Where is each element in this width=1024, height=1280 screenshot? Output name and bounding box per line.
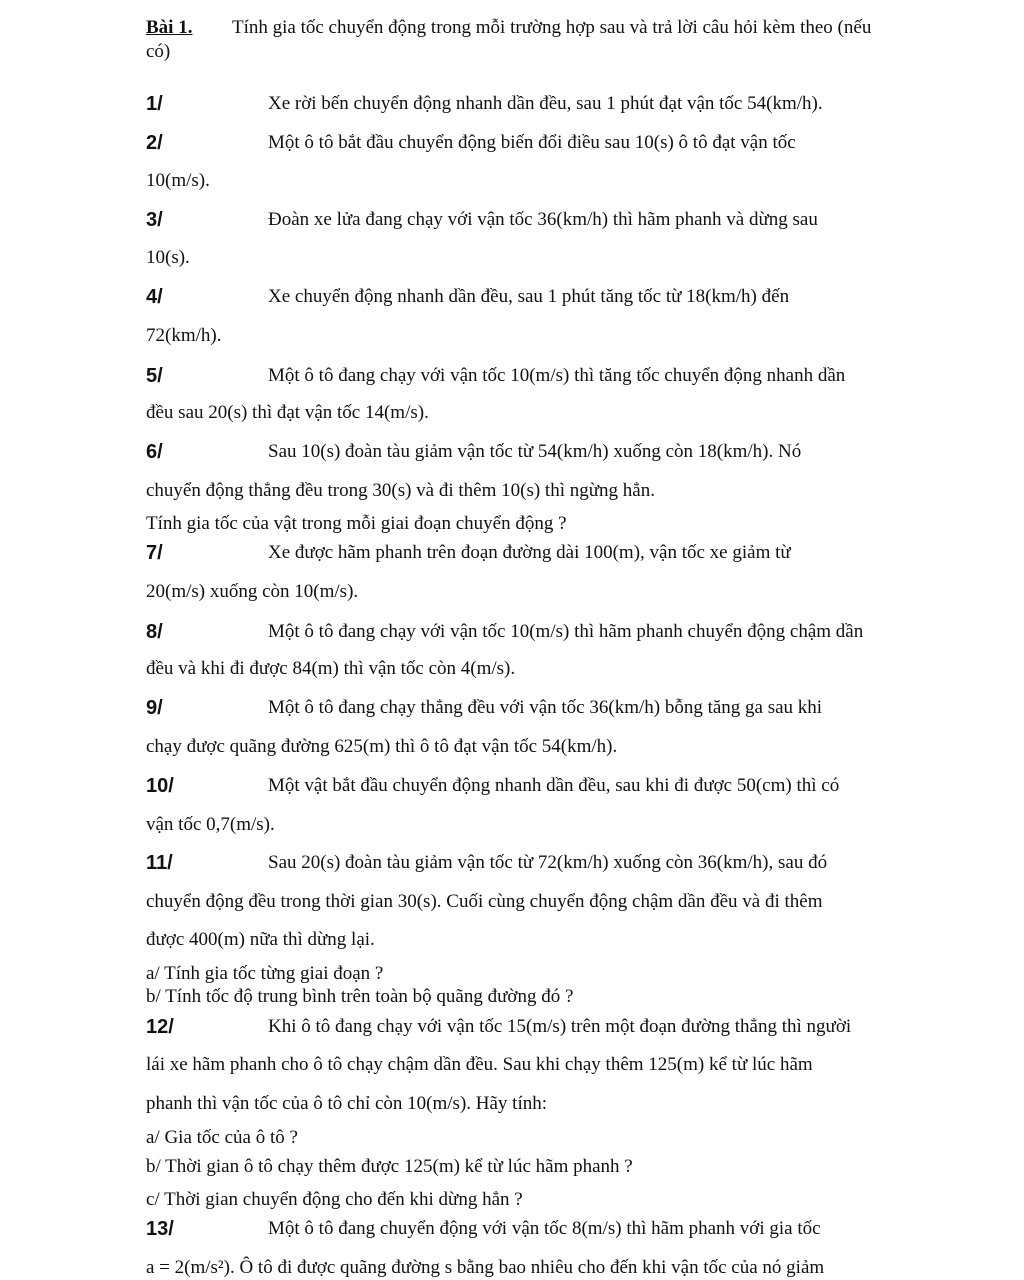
sub-question: c/ Thời gian chuyển động cho đến khi dừng hẳn ?	[146, 1189, 523, 1210]
problem-line: Một ô tô đang chuyển động với vận tốc 8(m/s) thì hãm phanh với gia tốc	[268, 1218, 821, 1239]
problem-line: Khi ô tô đang chạy với vận tốc 15(m/s) trên một đoạn đường thẳng thì người	[268, 1016, 852, 1037]
sub-question: b/ Tính tốc độ trung bình trên toàn bộ quãng đường đó ?	[146, 986, 574, 1007]
problem-line: đều và khi đi được 84(m) thì vận tốc còn 4(m/s).	[146, 658, 516, 679]
problem-line: Xe được hãm phanh trên đoạn đường dài 100(m), vận tốc xe giảm từ	[268, 542, 791, 563]
problem-number: 1/	[146, 93, 163, 115]
problem-number: 10/	[146, 775, 174, 797]
problem-line: Một ô tô bắt đầu chuyển động biến đổi điều sau 10(s) ô tô đạt vận tốc	[268, 132, 796, 153]
problem-number: 8/	[146, 621, 163, 643]
problem-number: 4/	[146, 286, 163, 308]
sub-question: a/ Tính gia tốc từng giai đoạn ?	[146, 963, 384, 984]
problem-line: chuyển động thẳng đều trong 30(s) và đi thêm 10(s) thì ngừng hẳn.	[146, 480, 655, 501]
problem-line: chuyển động đều trong thời gian 30(s). Cuối cùng chuyển động chậm dần đều và đi thêm	[146, 891, 823, 912]
problem-line: 10(m/s).	[146, 170, 210, 191]
problem-number: 5/	[146, 365, 163, 387]
problem-line: a = 2(m/s²). Ô tô đi được quãng đường s bằng bao nhiêu cho đến khi vận tốc của nó giảm	[146, 1257, 825, 1278]
problem-line: chạy được quãng đường 625(m) thì ô tô đạt vận tốc 54(km/h).	[146, 736, 618, 757]
intro-line-1: Tính gia tốc chuyển động trong mỗi trường hợp sau và trả lời câu hỏi kèm theo (nếu	[232, 17, 872, 38]
problem-number: 6/	[146, 441, 163, 463]
sub-question: a/ Gia tốc của ô tô ?	[146, 1127, 298, 1148]
problem-line: đều sau 20(s) thì đạt vận tốc 14(m/s).	[146, 402, 429, 423]
problem-line: 72(km/h).	[146, 325, 222, 346]
problem-line: Một ô tô đang chạy với vận tốc 10(m/s) thì hãm phanh chuyển động chậm dần	[268, 621, 864, 642]
problem-line: 10(s).	[146, 247, 190, 268]
problem-line: Tính gia tốc của vật trong mỗi giai đoạn chuyển động ?	[146, 513, 567, 534]
problem-line: Một ô tô đang chạy với vận tốc 10(m/s) thì tăng tốc chuyển động nhanh dần	[268, 365, 846, 386]
problem-line: lái xe hãm phanh cho ô tô chạy chậm dần đều. Sau khi chạy thêm 125(m) kể từ lúc hãm	[146, 1054, 813, 1075]
problem-line: Sau 10(s) đoàn tàu giảm vận tốc từ 54(km/h) xuống còn 18(km/h). Nó	[268, 441, 802, 462]
problem-line: Xe rời bến chuyển động nhanh dần đều, sau 1 phút đạt vận tốc 54(km/h).	[268, 93, 823, 114]
problem-line: Đoàn xe lửa đang chạy với vận tốc 36(km/h) thì hãm phanh và dừng sau	[268, 209, 818, 230]
problem-line: Một ô tô đang chạy thẳng đều với vận tốc 36(km/h) bỗng tăng ga sau khi	[268, 697, 823, 718]
problem-number: 3/	[146, 209, 163, 231]
problem-number: 7/	[146, 542, 163, 564]
sub-question: b/ Thời gian ô tô chạy thêm được 125(m) kể từ lúc hãm phanh ?	[146, 1156, 633, 1177]
problem-line: vận tốc 0,7(m/s).	[146, 814, 275, 835]
problem-line: Sau 20(s) đoàn tàu giảm vận tốc từ 72(km/h) xuống còn 36(km/h), sau đó	[268, 852, 828, 873]
problem-line: 20(m/s) xuống còn 10(m/s).	[146, 581, 359, 602]
intro-line-2: có)	[146, 41, 171, 62]
problem-line: Một vật bắt đầu chuyển động nhanh dần đều, sau khi đi được 50(cm) thì có	[268, 775, 840, 796]
problem-line: phanh thì vận tốc của ô tô chỉ còn 10(m/s). Hãy tính:	[146, 1093, 548, 1114]
problem-number: 2/	[146, 132, 163, 154]
problem-line: được 400(m) nữa thì dừng lại.	[146, 929, 375, 950]
problem-number: 12/	[146, 1016, 174, 1038]
problem-line: Xe chuyển động nhanh dần đều, sau 1 phút tăng tốc từ 18(km/h) đến	[268, 286, 790, 307]
problem-number: 9/	[146, 697, 163, 719]
exercise-title: Bài 1.	[146, 17, 193, 38]
problem-number: 13/	[146, 1218, 174, 1240]
problem-number: 11/	[146, 852, 173, 874]
